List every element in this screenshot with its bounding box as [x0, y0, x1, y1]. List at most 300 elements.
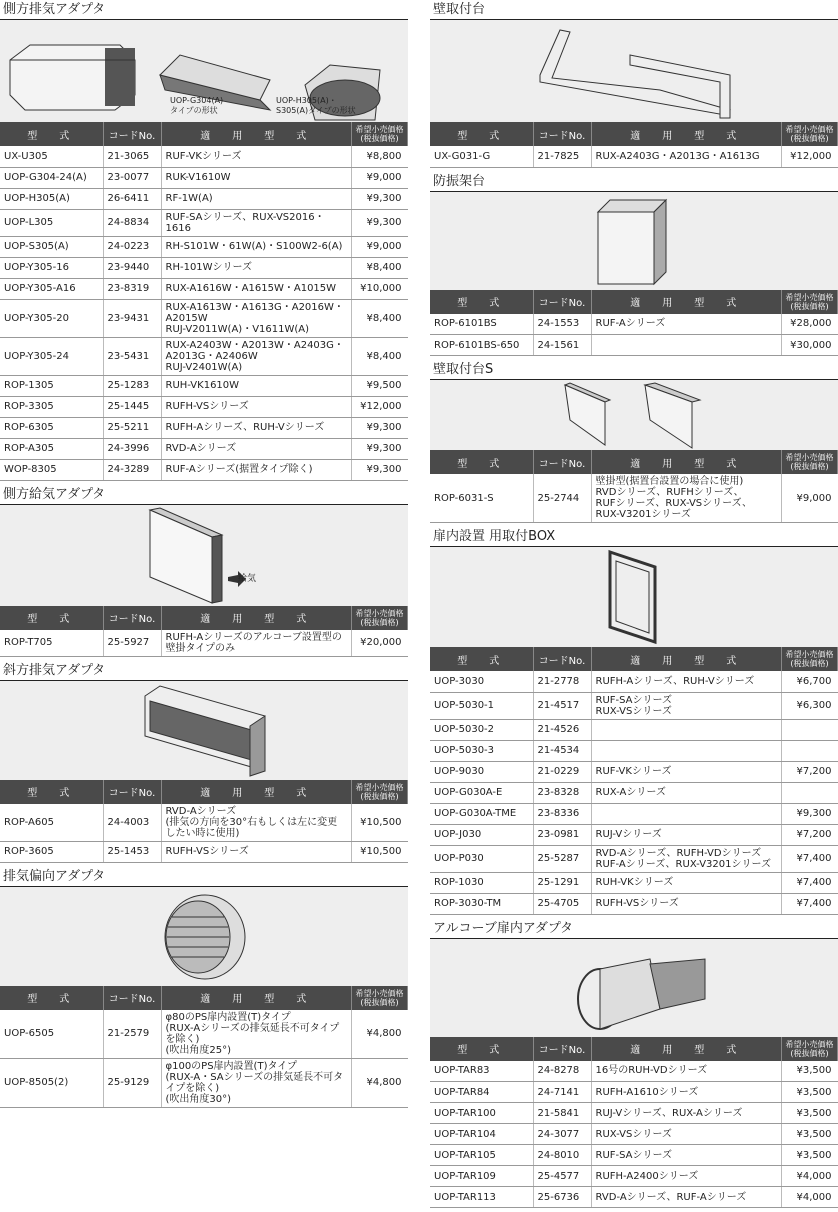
table-row [430, 474, 838, 523]
product-image [0, 20, 408, 122]
model-cell: UOP-TAR105 [430, 1145, 533, 1166]
product-image [430, 192, 838, 290]
header-model: 型 式 [430, 1037, 533, 1061]
code-cell: 24-3289 [103, 459, 161, 480]
alcove-illustration [430, 939, 838, 1037]
model-cell: UOP-5030-1 [430, 692, 533, 719]
header-price: 希望小売価格 (税抜価格) [782, 1037, 838, 1061]
applicable-cell: RUFH-Aシリーズ、RUH-Vシリーズ [591, 671, 782, 692]
model-cell: ROP-3305 [0, 396, 103, 417]
caption-h305: UOP-H305(A)・ [276, 96, 337, 105]
table-row [0, 841, 408, 862]
model-cell: UOP-8505(2) [0, 1058, 103, 1107]
table-row [430, 872, 838, 893]
header-price: 希望小売価格 (税抜価格) [782, 647, 838, 671]
price-cell [782, 719, 838, 740]
model-cell: UOP-P030 [430, 845, 533, 872]
section-title: 排気偏向アダプタ [0, 867, 408, 887]
section-title: 扉内設置 用取付BOX [430, 527, 838, 547]
table-row [0, 1010, 408, 1059]
code-cell: 25-6736 [533, 1187, 591, 1208]
table-row [0, 299, 408, 337]
product-image [430, 20, 838, 122]
model-cell: UOP-Y305-20 [0, 299, 103, 337]
code-cell: 21-5841 [533, 1103, 591, 1124]
code-cell: 23-0981 [533, 824, 591, 845]
table-row [0, 630, 408, 657]
model-cell: ROP-3030-TM [430, 893, 533, 914]
price-cell: ¥3,500 [782, 1082, 838, 1103]
applicable-cell: 壁掛型(据置台設置の場合に使用) RVDシリーズ、RUFHシリーズ、 RUFシリーズ、RUX-VSシリーズ、 RUX-V3201シリーズ [591, 474, 782, 523]
table-header [430, 122, 838, 146]
model-cell: WOP-8305 [0, 459, 103, 480]
code-cell: 25-5287 [533, 845, 591, 872]
table-row [0, 375, 408, 396]
applicable-cell [591, 719, 782, 740]
price-cell: ¥3,500 [782, 1124, 838, 1145]
table-header [0, 780, 408, 804]
applicable-cell [591, 740, 782, 761]
price-cell: ¥4,000 [782, 1187, 838, 1208]
applicable-cell: RUX-A2403W・A2013W・A2403G・ A2013G・A2406W RUJ-V2401W(A) [161, 337, 352, 375]
model-cell: UOP-S305(A) [0, 236, 103, 257]
price-cell: ¥3,500 [782, 1061, 838, 1082]
model-cell: ROP-6101BS [430, 314, 533, 335]
applicable-cell [591, 803, 782, 824]
section-alcove-adapter [430, 919, 838, 1209]
table-row [430, 1124, 838, 1145]
header-price: 希望小売価格 (税抜価格) [352, 780, 408, 804]
price-cell: ¥6,700 [782, 671, 838, 692]
model-cell: UOP-9030 [430, 761, 533, 782]
price-cell: ¥7,400 [782, 872, 838, 893]
left-column [0, 0, 408, 1112]
price-cell: ¥10,000 [352, 278, 408, 299]
section-side-exhaust [0, 0, 408, 481]
code-cell: 25-4577 [533, 1166, 591, 1187]
table-row [430, 824, 838, 845]
code-cell: 23-8319 [103, 278, 161, 299]
price-cell: ¥7,200 [782, 761, 838, 782]
product-image [0, 505, 408, 606]
code-cell: 25-4705 [533, 893, 591, 914]
header-model: 型 式 [430, 290, 533, 314]
code-cell: 25-2744 [533, 474, 591, 523]
table-row [430, 803, 838, 824]
table-row [0, 804, 408, 842]
code-cell: 23-9431 [103, 299, 161, 337]
table-row [0, 396, 408, 417]
section-title: 壁取付台S [430, 360, 838, 380]
header-applicable: 適 用 型 式 [161, 122, 352, 146]
model-cell: UOP-6505 [0, 1010, 103, 1059]
section-exhaust-deflector [0, 867, 408, 1108]
header-code: コードNo. [533, 647, 591, 671]
model-cell: ROP-6305 [0, 417, 103, 438]
applicable-cell: RUF-SAシリーズ、RUX-VS2016・1616 [161, 209, 352, 236]
code-cell: 25-1283 [103, 375, 161, 396]
table-row [430, 1187, 838, 1208]
model-cell: UX-U305 [0, 146, 103, 167]
code-cell: 21-0229 [533, 761, 591, 782]
stand-illustration [430, 192, 838, 290]
code-cell: 24-1561 [533, 335, 591, 356]
applicable-cell: RH-S101W・61W(A)・S100W2-6(A) [161, 236, 352, 257]
price-cell: ¥9,300 [352, 459, 408, 480]
code-cell: 24-4003 [103, 804, 161, 842]
applicable-cell: RVD-Aシリーズ、RUFH-VDシリーズ RUF-Aシリーズ、RUX-V3201シリーズ [591, 845, 782, 872]
price-cell: ¥4,800 [352, 1010, 408, 1059]
model-cell: ROP-1305 [0, 375, 103, 396]
code-cell: 21-4517 [533, 692, 591, 719]
price-cell: ¥9,000 [352, 167, 408, 188]
code-cell: 24-0223 [103, 236, 161, 257]
code-cell: 23-9440 [103, 257, 161, 278]
table-row [0, 1058, 408, 1107]
product-image [430, 380, 838, 450]
model-cell: UOP-L305 [0, 209, 103, 236]
table-row [0, 236, 408, 257]
table-row [430, 893, 838, 914]
price-cell: ¥12,000 [782, 146, 838, 167]
price-cell: ¥7,400 [782, 845, 838, 872]
applicable-cell: 16号のRUH-VDシリーズ [591, 1061, 782, 1082]
applicable-cell: RUJ-Vシリーズ [591, 824, 782, 845]
intake-label: 給気 [238, 573, 257, 584]
table-row [430, 1061, 838, 1082]
price-cell: ¥28,000 [782, 314, 838, 335]
code-cell: 24-1553 [533, 314, 591, 335]
table-row [430, 146, 838, 167]
applicable-cell: RUJ-Vシリーズ、RUX-Aシリーズ [591, 1103, 782, 1124]
header-code: コードNo. [103, 606, 161, 630]
table-row [430, 314, 838, 335]
header-applicable: 適 用 型 式 [591, 290, 782, 314]
applicable-cell: RUH-VKシリーズ [591, 872, 782, 893]
table-row [430, 845, 838, 872]
caption-g304: UOP-G304(A) [170, 96, 224, 105]
price-cell: ¥8,800 [352, 146, 408, 167]
model-cell: UOP-Y305-24 [0, 337, 103, 375]
table-header [430, 450, 838, 474]
section-wall-mount-s [430, 360, 838, 523]
applicable-cell: RUF-Aシリーズ(据置タイプ除く) [161, 459, 352, 480]
applicable-cell: RVD-Aシリーズ [161, 438, 352, 459]
model-cell: UOP-5030-3 [430, 740, 533, 761]
header-model: 型 式 [0, 986, 103, 1010]
price-cell: ¥6,300 [782, 692, 838, 719]
table-header [0, 986, 408, 1010]
applicable-cell: RUX-A1616W・A1615W・A1015W [161, 278, 352, 299]
price-cell: ¥7,400 [782, 893, 838, 914]
header-model: 型 式 [430, 647, 533, 671]
applicable-cell: RUF-VKシリーズ [161, 146, 352, 167]
price-cell: ¥9,000 [782, 474, 838, 523]
section-title: 斜方排気アダプタ [0, 661, 408, 681]
section-title: 側方排気アダプタ [0, 0, 408, 20]
product-image [0, 887, 408, 986]
applicable-cell: φ80のPS扉内設置(T)タイプ (RUX-Aシリーズの排気延長不可タイプを除く) (吹出角度25°) [161, 1010, 352, 1059]
price-cell: ¥9,300 [352, 209, 408, 236]
table-header [430, 1037, 838, 1061]
price-cell: ¥9,300 [782, 803, 838, 824]
header-applicable: 適 用 型 式 [591, 647, 782, 671]
price-cell: ¥9,000 [352, 236, 408, 257]
table-row [0, 278, 408, 299]
product-image [430, 547, 838, 647]
table-row [0, 257, 408, 278]
header-price: 希望小売価格 (税抜価格) [352, 606, 408, 630]
code-cell: 24-8010 [533, 1145, 591, 1166]
price-cell: ¥9,500 [352, 375, 408, 396]
price-cell: ¥8,400 [352, 299, 408, 337]
model-cell: UOP-TAR83 [430, 1061, 533, 1082]
applicable-cell: RUH-VK1610W [161, 375, 352, 396]
applicable-cell: RUFH-VSシリーズ [161, 841, 352, 862]
code-cell: 25-1445 [103, 396, 161, 417]
applicable-cell: RUFH-VSシリーズ [591, 893, 782, 914]
model-cell: UOP-5030-2 [430, 719, 533, 740]
code-cell: 24-3077 [533, 1124, 591, 1145]
table-header [0, 606, 408, 630]
table-row [430, 692, 838, 719]
applicable-cell: RUX-A2403G・A2013G・A1613G [591, 146, 782, 167]
applicable-cell: RF-1W(A) [161, 188, 352, 209]
model-cell: ROP-6101BS-650 [430, 335, 533, 356]
price-cell: ¥9,300 [352, 438, 408, 459]
applicable-cell: RUFH-A1610シリーズ [591, 1082, 782, 1103]
header-applicable: 適 用 型 式 [591, 122, 782, 146]
code-cell: 25-9129 [103, 1058, 161, 1107]
header-model: 型 式 [0, 780, 103, 804]
header-code: コードNo. [103, 122, 161, 146]
price-cell: ¥8,400 [352, 257, 408, 278]
code-cell: 24-3996 [103, 438, 161, 459]
section-title: 防振架台 [430, 172, 838, 192]
header-code: コードNo. [533, 122, 591, 146]
header-model: 型 式 [0, 606, 103, 630]
code-cell: 25-5927 [103, 630, 161, 657]
header-price: 希望小売価格 (税抜価格) [782, 122, 838, 146]
model-cell: UOP-Y305-A16 [0, 278, 103, 299]
header-applicable: 適 用 型 式 [161, 780, 352, 804]
product-table [430, 290, 838, 357]
price-cell: ¥20,000 [352, 630, 408, 657]
caption-g304-sub: タイプの形状 [170, 106, 218, 115]
table-row [430, 1145, 838, 1166]
intake-adapter-illustration [0, 505, 408, 606]
section-angled-exhaust [0, 661, 408, 863]
code-cell: 24-7141 [533, 1082, 591, 1103]
applicable-cell: RUF-SAシリーズ RUX-VSシリーズ [591, 692, 782, 719]
header-price: 希望小売価格 (税抜価格) [352, 986, 408, 1010]
applicable-cell: RVD-Aシリーズ、RUF-Aシリーズ [591, 1187, 782, 1208]
code-cell: 25-1453 [103, 841, 161, 862]
price-cell: ¥3,500 [782, 1145, 838, 1166]
applicable-cell: RH-101Wシリーズ [161, 257, 352, 278]
model-cell: UX-G031-G [430, 146, 533, 167]
right-column [430, 0, 838, 1212]
table-row [0, 188, 408, 209]
model-cell: UOP-G304-24(A) [0, 167, 103, 188]
product-table [0, 606, 408, 657]
price-cell: ¥10,500 [352, 804, 408, 842]
header-model: 型 式 [430, 450, 533, 474]
section-title: アルコーブ扉内アダプタ [430, 919, 838, 939]
applicable-cell: φ100のPS扉内設置(T)タイプ (RUX-A・SAシリーズの排気延長不可タイプを除く) (吹出角度30°) [161, 1058, 352, 1107]
price-cell: ¥30,000 [782, 335, 838, 356]
code-cell: 21-4526 [533, 719, 591, 740]
product-image [0, 681, 408, 780]
header-applicable: 適 用 型 式 [591, 1037, 782, 1061]
header-code: コードNo. [103, 986, 161, 1010]
code-cell: 24-8834 [103, 209, 161, 236]
code-cell: 24-8278 [533, 1061, 591, 1082]
model-cell: ROP-6031-S [430, 474, 533, 523]
code-cell: 26-6411 [103, 188, 161, 209]
code-cell: 23-8328 [533, 782, 591, 803]
code-cell: 21-4534 [533, 740, 591, 761]
header-price: 希望小売価格 (税抜価格) [782, 290, 838, 314]
price-cell: ¥9,300 [352, 188, 408, 209]
model-cell: UOP-3030 [430, 671, 533, 692]
header-applicable: 適 用 型 式 [161, 986, 352, 1010]
product-table [430, 450, 838, 523]
model-cell: UOP-H305(A) [0, 188, 103, 209]
model-cell: UOP-TAR84 [430, 1082, 533, 1103]
applicable-cell: RUFH-Aシリーズ、RUH-Vシリーズ [161, 417, 352, 438]
model-cell: ROP-3605 [0, 841, 103, 862]
price-cell: ¥12,000 [352, 396, 408, 417]
section-side-intake [0, 485, 408, 657]
deflector-illustration [0, 887, 408, 986]
table-row [0, 209, 408, 236]
code-cell: 21-2579 [103, 1010, 161, 1059]
applicable-cell: RUX-Aシリーズ [591, 782, 782, 803]
wall-mount-illustration [430, 20, 838, 122]
product-table [430, 122, 838, 168]
applicable-cell: RUFH-A2400シリーズ [591, 1166, 782, 1187]
table-row [0, 438, 408, 459]
price-cell: ¥4,000 [782, 1166, 838, 1187]
applicable-cell: RUF-Aシリーズ [591, 314, 782, 335]
section-wall-mount [430, 0, 838, 168]
caption-h305-sub: S305(A)タイプの形状 [276, 106, 356, 115]
model-cell: UOP-TAR109 [430, 1166, 533, 1187]
header-code: コードNo. [533, 290, 591, 314]
table-header [430, 647, 838, 671]
angled-adapter-illustration [0, 681, 408, 780]
model-cell: ROP-A305 [0, 438, 103, 459]
table-row [0, 459, 408, 480]
model-cell: UOP-TAR104 [430, 1124, 533, 1145]
price-cell [782, 782, 838, 803]
code-cell: 25-1291 [533, 872, 591, 893]
price-cell: ¥7,200 [782, 824, 838, 845]
header-code: コードNo. [103, 780, 161, 804]
model-cell: UOP-Y305-16 [0, 257, 103, 278]
applicable-cell: RVD-Aシリーズ (排気の方向を30°右もしくは左に変更したい時に使用) [161, 804, 352, 842]
table-row [430, 761, 838, 782]
table-row [430, 671, 838, 692]
price-cell: ¥3,500 [782, 1103, 838, 1124]
price-cell [782, 740, 838, 761]
product-table [430, 1037, 838, 1209]
table-row [430, 740, 838, 761]
product-table [0, 986, 408, 1108]
applicable-cell: RUX-VSシリーズ [591, 1124, 782, 1145]
price-cell: ¥9,300 [352, 417, 408, 438]
bracket-illustration [430, 380, 838, 450]
header-model: 型 式 [430, 122, 533, 146]
section-title: 側方給気アダプタ [0, 485, 408, 505]
table-row [0, 417, 408, 438]
header-code: コードNo. [533, 1037, 591, 1061]
header-applicable: 適 用 型 式 [591, 450, 782, 474]
model-cell: UOP-TAR113 [430, 1187, 533, 1208]
applicable-cell: RUFH-Aシリーズのアルコーブ設置型の 壁掛タイプのみ [161, 630, 352, 657]
table-row [430, 782, 838, 803]
table-row [430, 335, 838, 356]
header-price: 希望小売価格 (税抜価格) [782, 450, 838, 474]
header-price: 希望小売価格 (税抜価格) [352, 122, 408, 146]
product-image [430, 939, 838, 1037]
model-cell: ROP-1030 [430, 872, 533, 893]
applicable-cell: RUF-VKシリーズ [591, 761, 782, 782]
applicable-cell: RUK-V1610W [161, 167, 352, 188]
table-row [430, 1103, 838, 1124]
model-cell: UOP-TAR100 [430, 1103, 533, 1124]
table-row [430, 719, 838, 740]
code-cell: 23-5431 [103, 337, 161, 375]
header-applicable: 適 用 型 式 [161, 606, 352, 630]
code-cell: 25-5211 [103, 417, 161, 438]
table-row [430, 1166, 838, 1187]
section-vibration-stand [430, 172, 838, 357]
price-cell: ¥8,400 [352, 337, 408, 375]
table-row [430, 1082, 838, 1103]
code-cell: 23-0077 [103, 167, 161, 188]
applicable-cell: RUX-A1613W・A1613G・A2016W・ A2015W RUJ-V2011W(A)・V1611W(A) [161, 299, 352, 337]
section-title: 壁取付台 [430, 0, 838, 20]
table-header [430, 290, 838, 314]
box-illustration [430, 547, 838, 647]
model-cell: UOP-J030 [430, 824, 533, 845]
model-cell: UOP-G030A-TME [430, 803, 533, 824]
model-cell: ROP-A605 [0, 804, 103, 842]
table-row [0, 337, 408, 375]
product-table [0, 780, 408, 863]
product-table [0, 122, 408, 481]
model-cell: ROP-T705 [0, 630, 103, 657]
code-cell: 21-3065 [103, 146, 161, 167]
price-cell: ¥10,500 [352, 841, 408, 862]
table-row [0, 167, 408, 188]
code-cell: 21-2778 [533, 671, 591, 692]
applicable-cell [591, 335, 782, 356]
price-cell: ¥4,800 [352, 1058, 408, 1107]
table-row [0, 146, 408, 167]
code-cell: 21-7825 [533, 146, 591, 167]
applicable-cell: RUFH-VSシリーズ [161, 396, 352, 417]
product-table [430, 647, 838, 915]
code-cell: 23-8336 [533, 803, 591, 824]
header-code: コードNo. [533, 450, 591, 474]
header-model: 型 式 [0, 122, 103, 146]
section-in-door-box [430, 527, 838, 915]
model-cell: UOP-G030A-E [430, 782, 533, 803]
table-header [0, 122, 408, 146]
